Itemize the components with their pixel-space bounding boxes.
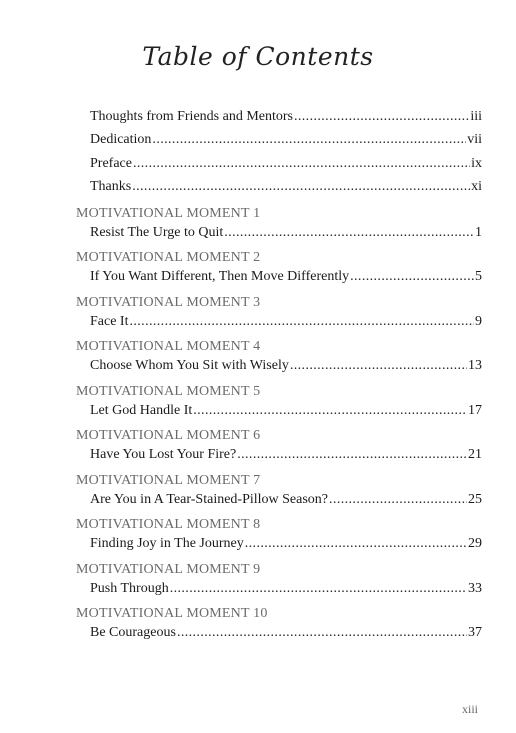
dot-leader bbox=[237, 446, 467, 463]
toc-section-moment-4 bbox=[76, 338, 482, 374]
toc-section-moment-8 bbox=[76, 516, 482, 552]
section-heading: MOTIVATIONAL MOMENT 10 bbox=[76, 606, 268, 621]
toc-entry-title: Dedication bbox=[90, 132, 152, 147]
toc-entry-title: Preface bbox=[90, 156, 132, 171]
dot-leader bbox=[329, 491, 467, 508]
toc-entry[interactable] bbox=[90, 535, 482, 552]
dot-leader bbox=[129, 313, 474, 330]
toc-entry-title: Let God Handle It bbox=[90, 403, 193, 418]
toc-entry-page: 33 bbox=[468, 581, 482, 596]
toc-entry-page: 37 bbox=[468, 625, 482, 640]
toc-entry-title: Resist The Urge to Quit bbox=[90, 225, 224, 240]
section-heading: MOTIVATIONAL MOMENT 2 bbox=[76, 250, 261, 265]
dot-leader bbox=[132, 178, 470, 195]
toc-entry[interactable] bbox=[90, 313, 482, 330]
toc-entry-page: iii bbox=[470, 109, 482, 124]
dot-leader bbox=[133, 155, 470, 172]
section-heading: MOTIVATIONAL MOMENT 7 bbox=[76, 473, 261, 488]
toc-entry[interactable] bbox=[90, 624, 482, 641]
dot-leader bbox=[224, 224, 474, 241]
toc-entry-title: Finding Joy in The Journey bbox=[90, 536, 244, 551]
toc-entry[interactable] bbox=[90, 402, 482, 419]
dot-leader bbox=[290, 357, 467, 374]
section-heading: MOTIVATIONAL MOMENT 3 bbox=[76, 295, 261, 310]
toc-entry-title: Choose Whom You Sit with Wisely bbox=[90, 358, 289, 373]
toc-entry-title: Face It bbox=[90, 314, 129, 329]
toc-entry-page: ix bbox=[471, 156, 482, 171]
dot-leader bbox=[177, 624, 467, 641]
toc-section-moment-1 bbox=[76, 205, 482, 241]
dot-leader bbox=[245, 535, 467, 552]
toc-section-moment-5 bbox=[76, 383, 482, 419]
toc-entry-title: Have You Lost Your Fire? bbox=[90, 447, 237, 462]
toc-entry[interactable] bbox=[90, 580, 482, 597]
toc-entry-page: xi bbox=[471, 179, 482, 194]
toc-entry-thoughts[interactable] bbox=[90, 108, 482, 125]
section-heading: MOTIVATIONAL MOMENT 1 bbox=[76, 206, 261, 221]
toc-entry-page: 29 bbox=[468, 536, 482, 551]
toc-section-moment-9 bbox=[76, 561, 482, 597]
page-title: Table of Contents bbox=[142, 42, 374, 71]
toc-entry-page: 13 bbox=[468, 358, 482, 373]
page-number: xiii bbox=[462, 702, 479, 716]
section-heading: MOTIVATIONAL MOMENT 9 bbox=[76, 562, 261, 577]
dot-leader bbox=[294, 108, 469, 125]
toc-entry-page: 25 bbox=[468, 492, 482, 507]
toc-entry-page: 17 bbox=[468, 403, 482, 418]
toc-section-moment-3 bbox=[76, 294, 482, 330]
toc-entry-title: Are You in A Tear-Stained-Pillow Season? bbox=[90, 492, 329, 507]
toc-entry-preface[interactable] bbox=[90, 155, 482, 172]
toc-section-moment-10 bbox=[76, 605, 482, 641]
toc-entry-dedication[interactable] bbox=[90, 131, 482, 148]
dot-leader bbox=[193, 402, 467, 419]
toc-entry-title: If You Want Different, Then Move Differently bbox=[90, 269, 350, 284]
dot-leader bbox=[152, 131, 466, 148]
toc-section-moment-6 bbox=[76, 427, 482, 463]
section-heading: MOTIVATIONAL MOMENT 4 bbox=[76, 339, 261, 354]
dot-leader bbox=[350, 268, 474, 285]
toc-entry-page: 9 bbox=[475, 314, 482, 329]
toc-entry-page: vii bbox=[467, 132, 482, 147]
dot-leader bbox=[170, 580, 467, 597]
section-heading: MOTIVATIONAL MOMENT 8 bbox=[76, 517, 261, 532]
toc-entry-title: Push Through bbox=[90, 581, 169, 596]
toc-entry-title: Thanks bbox=[90, 179, 132, 194]
toc-entry-page: 5 bbox=[475, 269, 482, 284]
toc-entry-page: 1 bbox=[475, 225, 482, 240]
toc-entry[interactable] bbox=[90, 268, 482, 285]
toc-entry[interactable] bbox=[90, 446, 482, 463]
toc-entry[interactable] bbox=[90, 491, 482, 508]
section-heading: MOTIVATIONAL MOMENT 6 bbox=[76, 428, 261, 443]
toc-section-moment-7 bbox=[76, 472, 482, 508]
toc-entry-title: Thoughts from Friends and Mentors bbox=[90, 109, 293, 124]
toc-entry[interactable] bbox=[90, 357, 482, 374]
toc-entry[interactable] bbox=[90, 224, 482, 241]
toc-entry-page: 21 bbox=[468, 447, 482, 462]
section-heading: MOTIVATIONAL MOMENT 5 bbox=[76, 384, 261, 399]
toc-entry-thanks[interactable] bbox=[90, 178, 482, 195]
toc-section-moment-2 bbox=[76, 249, 482, 285]
toc-entry-title: Be Courageous bbox=[90, 625, 176, 640]
